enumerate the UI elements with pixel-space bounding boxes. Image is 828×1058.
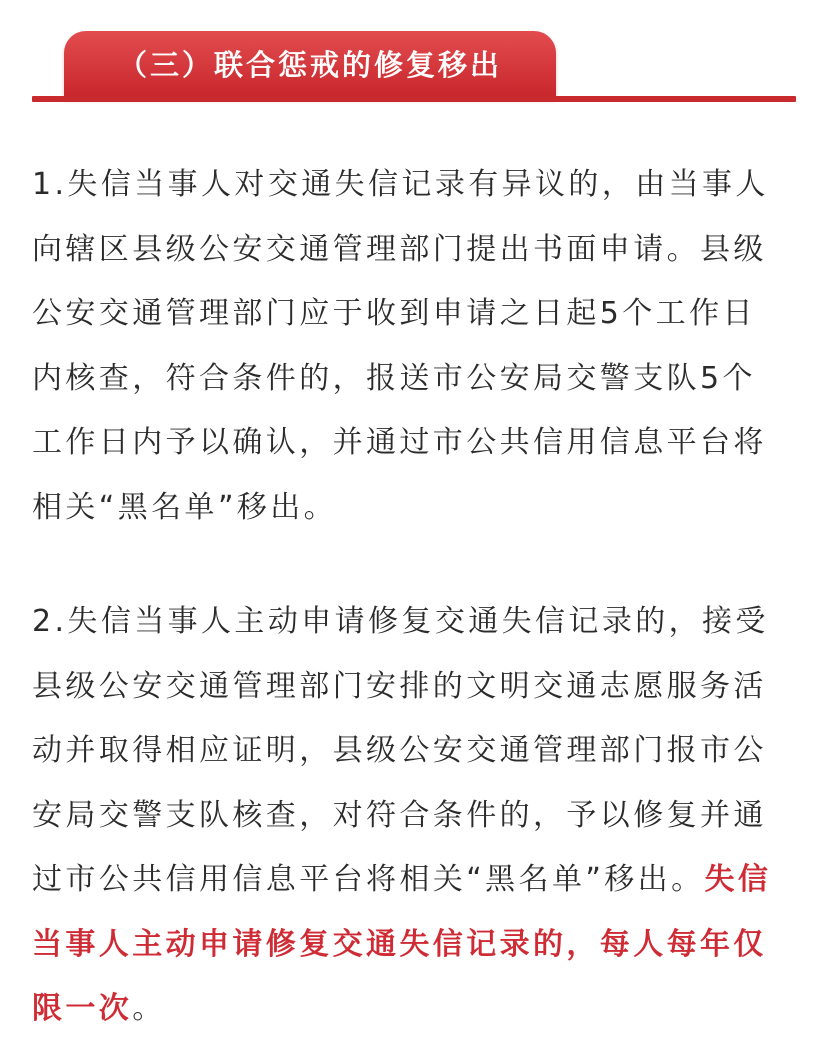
paragraph-1 <box>32 153 798 540</box>
highlight-text: 限一次 <box>32 991 133 1026</box>
paragraph-line: 相关“黑名单”移出。 <box>32 489 338 525</box>
paragraph-line: 县级公安交通管理部门安排的文明交通志愿服务活 <box>32 668 767 704</box>
paragraph-2 <box>32 590 798 1042</box>
paragraph-line: 动并取得相应证明，县级公安交通管理部门报市公 <box>32 733 767 768</box>
paragraph-line: 安局交警支队核查，对符合条件的，予以修复并通 <box>32 797 767 833</box>
paragraph-line: 内核查，符合条件的，报送市公安局交警支队5个 <box>32 360 756 396</box>
paragraph-line-mixed <box>32 848 798 913</box>
paragraph-line: 公安交通管理部门应于收到申请之日起5个工作日 <box>32 296 756 331</box>
paragraph-line: 1.失信当事人对交通失信记录有异议的，由当事人 <box>32 167 769 202</box>
highlight-text: 失信 <box>704 862 772 897</box>
paragraph-line: 向辖区县级公安交通管理部门提出书面申请。县级 <box>32 231 767 267</box>
section-divider <box>32 96 796 102</box>
section-header-tab <box>64 31 556 99</box>
paragraph-tail: 。 <box>132 991 166 1026</box>
paragraph-line-mixed <box>32 977 798 1042</box>
paragraph-text: 过市公共信用信息平台将相关“黑名单”移出。 <box>32 862 705 897</box>
highlight-line: 当事人主动申请修复交通失信记录的，每人每年仅 <box>32 926 767 962</box>
section-title: （三）联合惩戒的修复移出 <box>117 48 502 82</box>
paragraph-line: 工作日内予以确认，并通过市公共信用信息平台将 <box>32 425 767 460</box>
paragraph-line: 2.失信当事人主动申请修复交通失信记录的，接受 <box>32 604 769 639</box>
